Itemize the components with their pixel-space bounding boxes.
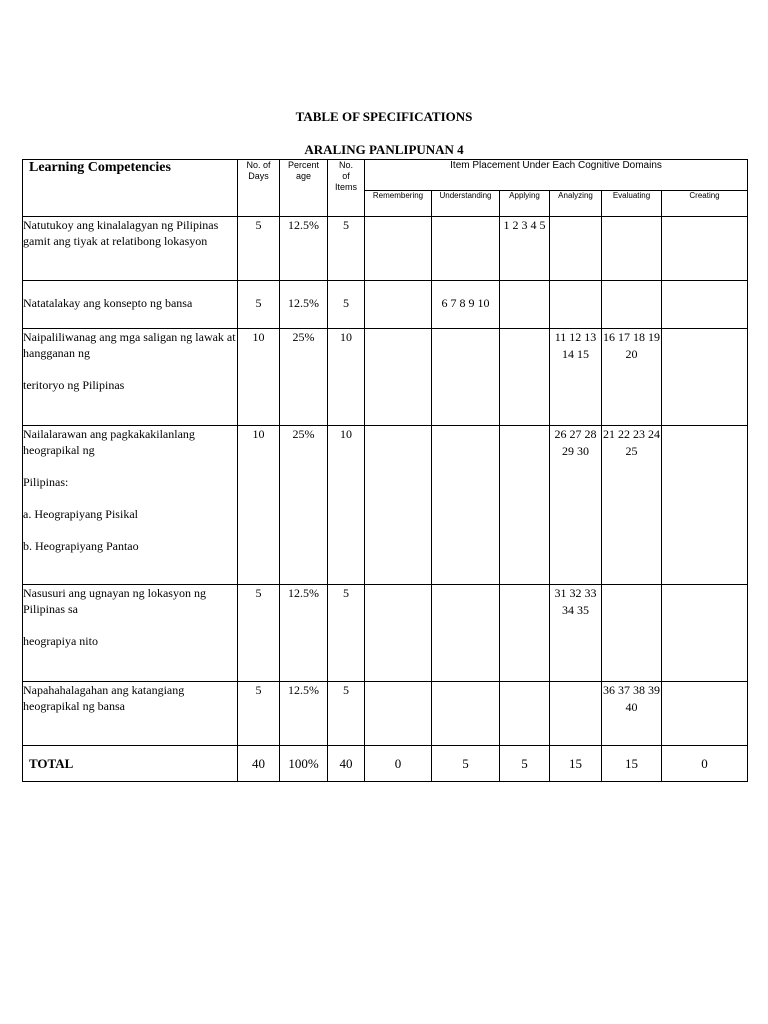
- competency-text: Natatalakay ang konsepto ng bansa: [23, 296, 193, 310]
- placement-cell: 31 32 33 34 35: [550, 585, 602, 682]
- days-header-line: Days: [248, 171, 269, 181]
- days-cell: 5: [238, 585, 280, 682]
- placement-cell: [500, 682, 550, 746]
- placement-cell: 21 22 23 24 25: [602, 426, 662, 585]
- competency-cell: [23, 426, 238, 585]
- domain-total: 5: [432, 746, 500, 782]
- total-row: [23, 746, 748, 782]
- percent-header-line: age: [295, 171, 312, 181]
- domains-header: Item Placement Under Each Cognitive Domains: [365, 160, 748, 191]
- placement-cell: [500, 585, 550, 682]
- placement-cell: [432, 217, 500, 281]
- items-cell: 5: [328, 585, 365, 682]
- percent-cell: 12.5%: [280, 217, 328, 281]
- specifications-table: [22, 159, 748, 782]
- days-cell: 5: [238, 281, 280, 329]
- items-cell: 10: [328, 329, 365, 426]
- items-cell: 5: [328, 682, 365, 746]
- placement-cell: [662, 217, 748, 281]
- percent-header-line: Percent: [287, 160, 320, 170]
- placement-cell: [432, 426, 500, 585]
- placement-cell: 36 37 38 39 40: [602, 682, 662, 746]
- placement-cell: 6 7 8 9 10: [432, 281, 500, 329]
- placement-cell: [500, 329, 550, 426]
- placement-cell: [550, 281, 602, 329]
- competency-text: heograpiya nito: [23, 634, 98, 648]
- total-label: TOTAL: [23, 746, 238, 782]
- percent-cell: 25%: [280, 329, 328, 426]
- placement-cell: [432, 585, 500, 682]
- placement-cell: [500, 426, 550, 585]
- items-cell: 10: [328, 426, 365, 585]
- percent-cell: 12.5%: [280, 682, 328, 746]
- table-row: [23, 281, 748, 329]
- placement-cell: [500, 281, 550, 329]
- days-header-line: No. of: [246, 160, 271, 170]
- days-cell: 10: [238, 426, 280, 585]
- competency-text: Nasusuri ang ugnayan ng lokasyon ng Pilipinas sa: [23, 586, 206, 616]
- subject-title: ARALING PANLIPUNAN 4: [304, 142, 464, 157]
- competency-text: Napahahalagahan ang katangiang heograpikal ng bansa: [23, 683, 185, 713]
- placement-cell: [550, 682, 602, 746]
- placement-cell: [662, 281, 748, 329]
- table-row: [23, 426, 748, 585]
- table-row: [23, 329, 748, 426]
- document-title: TABLE OF SPECIFICATIONS: [295, 109, 473, 124]
- total-items: 40: [328, 746, 365, 782]
- percent-cell: 12.5%: [280, 281, 328, 329]
- total-days: 40: [238, 746, 280, 782]
- competency-cell: [23, 217, 238, 281]
- placement-cell: 26 27 28 29 30: [550, 426, 602, 585]
- placement-cell: 11 12 13 14 15: [550, 329, 602, 426]
- items-header: [328, 160, 365, 217]
- items-header-line: of: [342, 171, 350, 181]
- competency-text: b. Heograpiyang Pantao: [23, 539, 139, 553]
- placement-cell: [365, 329, 432, 426]
- percent-header: [280, 160, 328, 217]
- domain-total: 0: [365, 746, 432, 782]
- header-row: [23, 160, 748, 191]
- competency-text: Pilipinas:: [23, 475, 69, 489]
- domain-total: 5: [500, 746, 550, 782]
- placement-cell: [602, 217, 662, 281]
- domain-header: Understanding: [432, 191, 500, 217]
- placement-cell: [365, 426, 432, 585]
- placement-cell: [432, 329, 500, 426]
- placement-cell: [602, 281, 662, 329]
- competency-text: Natutukoy ang kinalalagyan ng Pilipinas gamit ang tiyak at relatibong lokasyon: [23, 218, 219, 248]
- competency-text: a. Heograpiyang Pisikal: [23, 507, 138, 521]
- total-percent: 100%: [280, 746, 328, 782]
- competency-cell: [23, 281, 238, 329]
- domain-header: Remembering: [365, 191, 432, 217]
- competency-text: Nailalarawan ang pagkakakilanlang heograpikal ng: [23, 427, 195, 457]
- items-cell: 5: [328, 281, 365, 329]
- days-cell: 5: [238, 217, 280, 281]
- items-header-line: No.: [338, 160, 353, 170]
- placement-cell: [365, 682, 432, 746]
- competency-cell: [23, 329, 238, 426]
- days-cell: 10: [238, 329, 280, 426]
- placement-cell: [662, 426, 748, 585]
- domain-total: 15: [602, 746, 662, 782]
- days-cell: 5: [238, 682, 280, 746]
- table-row: [23, 585, 748, 682]
- placement-cell: 16 17 18 19 20: [602, 329, 662, 426]
- placement-cell: [662, 329, 748, 426]
- placement-cell: [365, 281, 432, 329]
- competency-cell: [23, 585, 238, 682]
- domain-header: Analyzing: [550, 191, 602, 217]
- placement-cell: [602, 585, 662, 682]
- placement-cell: 1 2 3 4 5: [500, 217, 550, 281]
- competency-text: teritoryo ng Pilipinas: [23, 378, 125, 392]
- placement-cell: [365, 217, 432, 281]
- domain-total: 15: [550, 746, 602, 782]
- items-header-line: Items: [334, 182, 357, 192]
- domain-total: 0: [662, 746, 748, 782]
- domain-header: Creating: [662, 191, 748, 217]
- table-header: [23, 160, 748, 217]
- competencies-header: Learning Competencies: [23, 160, 238, 217]
- placement-cell: [432, 682, 500, 746]
- percent-cell: 25%: [280, 426, 328, 585]
- competency-cell: [23, 682, 238, 746]
- domain-header: Evaluating: [602, 191, 662, 217]
- competency-text: Naipaliliwanag ang mga saligan ng lawak at hangganan ng: [23, 330, 236, 360]
- percent-cell: 12.5%: [280, 585, 328, 682]
- placement-cell: [662, 585, 748, 682]
- placement-cell: [365, 585, 432, 682]
- placement-cell: [662, 682, 748, 746]
- days-header: [238, 160, 280, 217]
- items-cell: 5: [328, 217, 365, 281]
- table-row: [23, 682, 748, 746]
- placement-cell: [550, 217, 602, 281]
- domain-header: Applying: [500, 191, 550, 217]
- table-row: [23, 217, 748, 281]
